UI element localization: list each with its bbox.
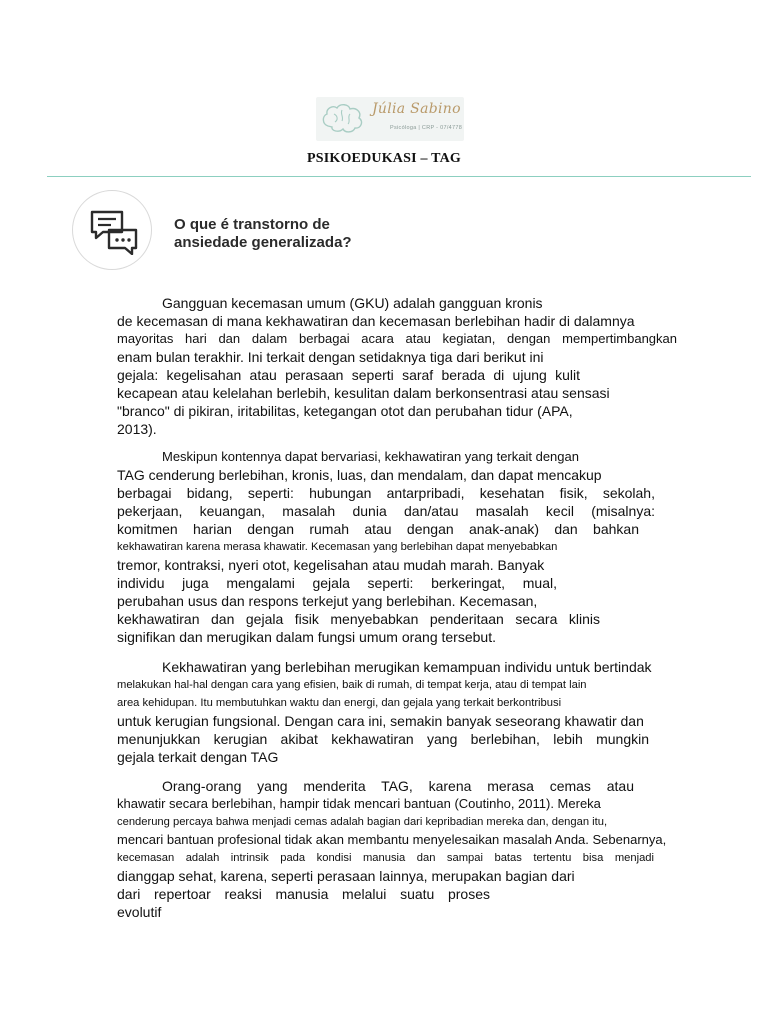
text-line: berbagai bidang, seperti: hubungan antarpribadi, kesehatan fisik, sekolah, — [117, 485, 655, 501]
text-line: 2013). — [117, 421, 157, 437]
brain-icon — [320, 102, 366, 136]
section-banner — [72, 190, 356, 270]
logo-subtitle: Psicóloga | CRP - 07/4778 — [390, 125, 463, 131]
text-line: Gangguan kecemasan umum (GKU) adalah gangguan kronis — [162, 295, 543, 311]
text-line: dianggap sehat, karena, seperti perasaan lainnya, merupakan bagian dari — [117, 868, 575, 884]
text-line: evolutif — [117, 904, 162, 920]
text-line: TAG cenderung berlebihan, kronis, luas, dan mendalam, dan dapat mencakup — [117, 467, 602, 483]
text-line: tremor, kontraksi, nyeri otot, kegelisahan atau mudah marah. Banyak — [117, 557, 545, 573]
icon-circle — [72, 190, 152, 270]
paragraph-4 — [117, 777, 677, 921]
text-line: individu juga mengalami gejala seperti: berkeringat, mual, — [117, 575, 557, 591]
text-line: kekhawatiran karena merasa khawatir. Kecemasan yang berlebihan dapat menyebabkan — [117, 541, 558, 553]
logo-name: Júlia Sabino — [372, 101, 461, 117]
text-line: Orang-orang yang menderita TAG, karena merasa cemas atau — [162, 778, 634, 794]
text-line: menunjukkan kerugian akibat kekhawatiran yang berlebihan, lebih mungkin — [117, 731, 649, 747]
title-divider — [47, 176, 751, 177]
logo — [316, 97, 464, 141]
banner-line-2: ansiedade generalizada? — [174, 234, 352, 251]
text-line: dari repertoar reaksi manusia melalui suatu proses — [117, 886, 490, 902]
text-line: khawatir secara berlebihan, hampir tidak mencari bantuan (Coutinho, 2011). Mereka — [117, 796, 601, 811]
document-title: PSIKOEDUKASI – TAG — [306, 151, 461, 166]
text-line: pekerjaan, keuangan, masalah dunia dan/atau masalah kecil (misalnya: — [117, 503, 655, 519]
text-line: Kekhawatiran yang berlebihan merugikan kemampuan individu untuk bertindak — [162, 659, 652, 675]
text-line: untuk kerugian fungsional. Dengan cara ini, semakin banyak seseorang khawatir dan — [117, 713, 644, 729]
chat-bubbles-icon — [89, 209, 139, 255]
text-line: area kehidupan. Itu membutuhkan waktu dan energi, dan gejala yang terkait berkontribusi — [117, 697, 562, 709]
text-line: Meskipun kontennya dapat bervariasi, kekhawatiran yang terkait dengan — [162, 449, 579, 464]
text-line: gejala terkait dengan TAG — [117, 749, 279, 765]
text-line: perubahan usus dan respons terkejut yang berlebihan. Kecemasan, — [117, 593, 538, 609]
text-line: kekhawatiran dan gejala fisik menyebabkan penderitaan secara klinis — [117, 611, 600, 627]
paragraph-2 — [117, 448, 677, 646]
banner-heading — [174, 216, 352, 252]
text-line: kecapean atau kelelahan berlebih, kesulitan dalam berkonsentrasi atau sensasi — [117, 385, 610, 401]
text-line: signifikan dan merugikan dalam fungsi umum orang tersebut. — [117, 629, 496, 645]
text-line: de kecemasan di mana kekhawatiran dan kecemasan berlebihan hadir di dalamnya — [117, 313, 635, 329]
text-line: gejala: kegelisahan atau perasaan seperti saraf berada di ujung kulit — [117, 367, 580, 383]
text-line: enam bulan terakhir. Ini terkait dengan setidaknya tiga dari berikut ini — [117, 349, 544, 365]
text-line: cenderung percaya bahwa menjadi cemas adalah bagian dari kepribadian mereka dan, dengan itu, — [117, 816, 608, 828]
banner-line-1: O que é transtorno de — [174, 216, 330, 233]
paragraph-1 — [117, 294, 677, 438]
text-line: "branco" di pikiran, iritabilitas, ketegangan otot dan perubahan tidur (APA, — [117, 403, 573, 419]
text-line: mayoritas hari dan dalam berbagai acara atau kegiatan, dengan mempertimbangkan — [117, 331, 677, 346]
text-line: melakukan hal-hal dengan cara yang efisien, baik di rumah, di tempat kerja, atau di tempat lain — [117, 679, 587, 691]
text-line: kecemasan adalah intrinsik pada kondisi manusia dan sampai batas tertentu bisa menjadi — [117, 852, 654, 864]
text-line: komitmen harian dengan rumah atau dengan anak-anak) dan bahkan — [117, 521, 639, 537]
text-line: mencari bantuan profesional tidak akan membantu menyelesaikan masalah Anda. Sebenarnya, — [117, 832, 667, 847]
paragraph-3 — [117, 658, 677, 766]
